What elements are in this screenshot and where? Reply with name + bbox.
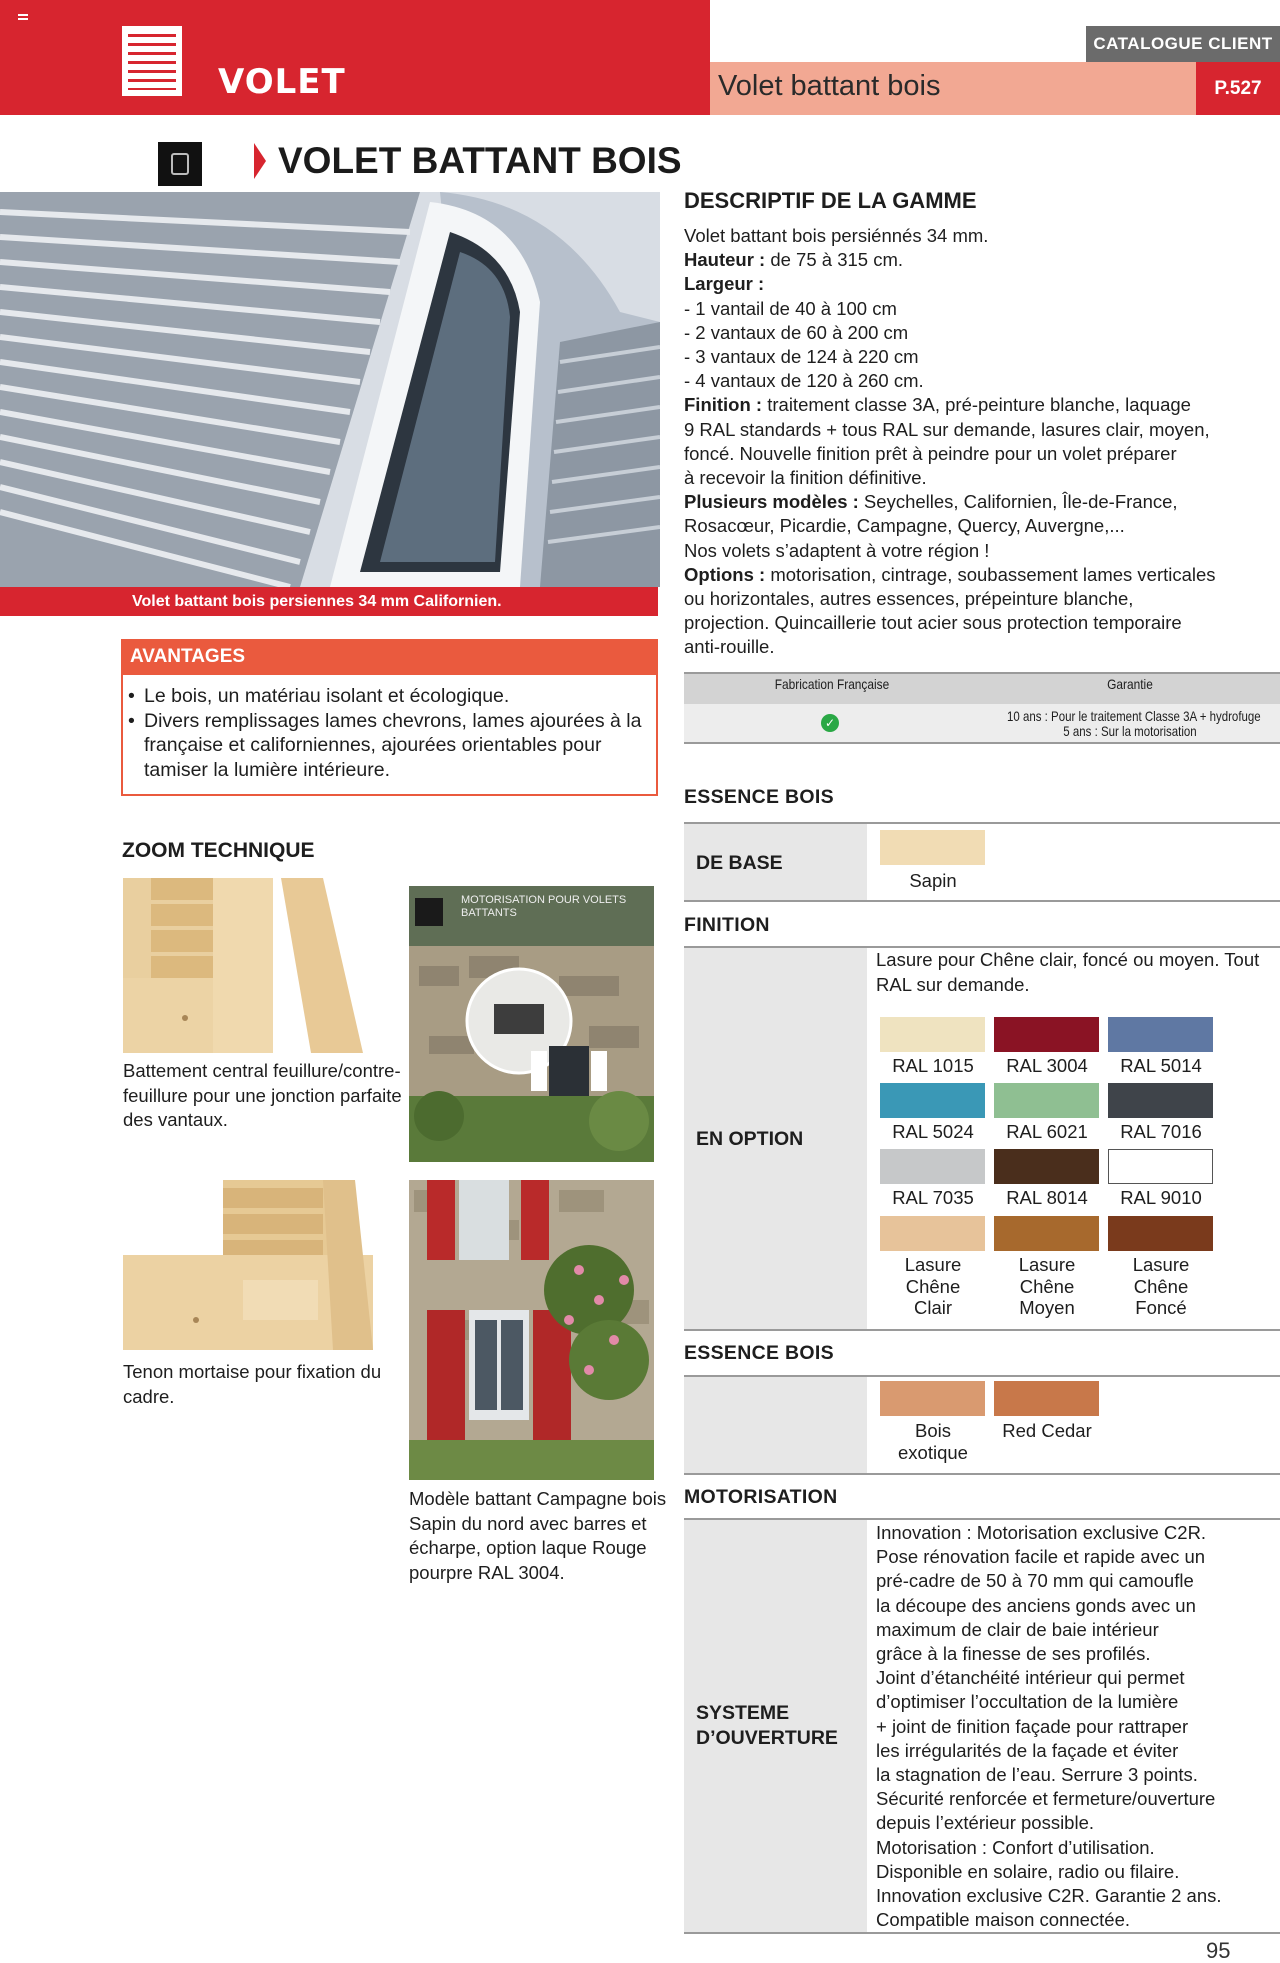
base-label: DE BASE: [696, 852, 783, 874]
finition-title: FINITION: [684, 914, 770, 936]
swatch-label: RAL 5024: [892, 1121, 974, 1142]
swatch-label: RAL 6021: [1006, 1121, 1088, 1142]
motorisation-line: Motorisation : Confort d’utilisation.: [876, 1836, 1155, 1858]
desc-line: - 4 vantaux de 120 à 260 cm.: [684, 370, 924, 392]
motorisation-line: d’optimiser l’occultation de la lumière: [876, 1691, 1179, 1713]
motorisation-line: grâce à la finesse de ses profilés.: [876, 1643, 1151, 1665]
brochure-image: [409, 886, 654, 1162]
desc-line: à recevoir la finition définitive.: [684, 467, 927, 489]
campagne-caption: Modèle battant Campagne bois Sapin du nord avec barres et écharpe, option laque Rouge pourpre RAL 3004.: [409, 1488, 667, 1583]
hauteur-label: Hauteur :: [684, 249, 766, 271]
motorisation-line: les irrégularités de la façade et éviter: [876, 1739, 1179, 1761]
sapin-swatch: [880, 830, 985, 865]
tenon-mortaise-image: [123, 1180, 373, 1350]
menu-icon[interactable]: [18, 14, 28, 22]
desc-line: Volet battant bois persiénnés 34 mm.: [684, 225, 989, 246]
desc-line: anti-rouille.: [684, 636, 775, 658]
swatch-label: RAL 3004: [1006, 1055, 1088, 1076]
product-title: VOLET BATTANT BOIS: [278, 140, 682, 181]
motorisation-line: maximum de clair de baie intérieur: [876, 1618, 1159, 1640]
zoom-caption-1: Battement central feuillure/contre-feuillure pour une jonction parfaite des vantaux.: [123, 1060, 402, 1130]
color-swatch: [1108, 1083, 1213, 1118]
divider: [684, 1473, 1280, 1475]
color-swatch: [1108, 1216, 1213, 1251]
wood-swatch: [994, 1381, 1099, 1416]
color-swatch: [1108, 1149, 1213, 1184]
product-photo: [0, 192, 660, 587]
brochure-title: MOTORISATION POUR VOLETS BATTANTS: [461, 894, 627, 919]
fabrication-header: Fabrication Française: [774, 676, 890, 692]
color-swatch: [994, 1017, 1099, 1052]
finition-value: traitement classe 3A, pré-peinture blanche, laquage: [762, 394, 1191, 416]
desc-line: Rosacœur, Picardie, Campagne, Quercy, Auvergne,...: [684, 515, 1125, 537]
motorisation-line: Pose rénovation facile et rapide avec un: [876, 1546, 1206, 1568]
motorisation-line: depuis l’extérieur possible.: [876, 1812, 1095, 1834]
desc-line: - 3 vantaux de 124 à 220 cm: [684, 346, 919, 368]
essence2-title: ESSENCE BOIS: [684, 1342, 834, 1364]
divider: [684, 900, 1280, 902]
desc-line: [684, 248, 1280, 272]
desc-line: projection. Quincaillerie tout acier sous protection temporaire: [684, 612, 1182, 634]
descriptif-body: [684, 224, 1280, 660]
swatch-label: RAL 5014: [1120, 1055, 1202, 1076]
desc-line: [684, 563, 1280, 587]
color-swatch: [880, 1083, 985, 1118]
desc-line: [684, 490, 1280, 514]
motorisation-line: la stagnation de l’eau. Serrure 3 points.: [876, 1764, 1198, 1786]
swatch-label: RAL 9010: [1120, 1187, 1202, 1208]
avantages-title: AVANTAGES: [121, 639, 658, 675]
page-ref-badge: P.527: [1196, 62, 1280, 115]
shutter-photo-illustration: [0, 192, 660, 587]
desc-line: [684, 272, 1280, 296]
options-label: Options :: [684, 563, 766, 585]
motorisation-line: la découpe des anciens gonds avec un: [876, 1594, 1196, 1616]
header-banner: [0, 0, 710, 115]
divider: [684, 1329, 1280, 1331]
wood-swatch-label: Bois exotique: [898, 1420, 968, 1463]
section-title: VOLET: [218, 62, 346, 102]
color-swatch: [880, 1149, 985, 1184]
motorisation-line: + joint de finition façade pour rattraper: [876, 1715, 1189, 1737]
garantie-header: Garantie: [1107, 676, 1153, 692]
descriptif-title: DESCRIPTIF DE LA GAMME: [684, 188, 977, 213]
zoom-title: ZOOM TECHNIQUE: [122, 839, 315, 862]
color-swatch: [994, 1149, 1099, 1184]
chevron-right-icon: [254, 143, 266, 179]
color-swatch: [1108, 1017, 1213, 1052]
garantie-line-2: 5 ans : Sur la motorisation: [1063, 723, 1197, 739]
motorisation-line: Compatible maison connectée.: [876, 1909, 1131, 1931]
wood-swatch: [880, 1381, 985, 1416]
finition-label: Finition :: [684, 394, 763, 416]
desc-line: - 2 vantaux de 60 à 200 cm: [684, 321, 909, 343]
desc-line: foncé. Nouvelle finition prêt à peindre pour un volet préparer: [684, 442, 1177, 464]
finition-text: Lasure pour Chêne clair, foncé ou moyen. Tout RAL sur demande.: [876, 949, 1260, 995]
wood-swatch-label: Red Cedar: [1002, 1420, 1092, 1441]
avantages-list: [124, 684, 654, 782]
swatch-label: Lasure Chêne Clair: [904, 1254, 962, 1318]
swatch-label: Lasure Chêne Foncé: [1132, 1254, 1190, 1318]
motorisation-line: Innovation exclusive C2R. Garantie 2 ans.: [876, 1885, 1222, 1907]
motorisation-line: Joint d’étanchéité intérieur qui permet: [876, 1667, 1185, 1689]
brand-logo-icon: [158, 142, 202, 186]
sapin-label: Sapin: [909, 870, 957, 891]
color-swatch: [994, 1083, 1099, 1118]
desc-line: Nos volets s’adaptent à votre région !: [684, 539, 990, 561]
systeme-label: SYSTEME D’OUVERTURE: [696, 1702, 838, 1749]
swatch-label: RAL 7016: [1120, 1121, 1202, 1142]
swatch-label: RAL 1015: [892, 1055, 974, 1076]
zoom-caption-2: Tenon mortaise pour fixation du cadre.: [123, 1361, 382, 1407]
color-swatch: [880, 1017, 985, 1052]
swatch-label: Lasure Chêne Moyen: [1018, 1254, 1076, 1318]
section-subtitle: Volet battant bois: [718, 70, 941, 102]
motorisation-text: [876, 1521, 1280, 1932]
list-item: • Le bois, un matériau isolant et écologique.: [124, 684, 654, 709]
catalogue-badge: CATALOGUE CLIENT: [1086, 26, 1280, 62]
shutter-icon: [122, 26, 182, 96]
swatch-label: RAL 7035: [892, 1187, 974, 1208]
check-icon: ✓: [821, 714, 839, 732]
color-swatch: [994, 1216, 1099, 1251]
garantie-line-1: 10 ans : Pour le traitement Classe 3A + hydrofuge: [1007, 708, 1261, 724]
hauteur-value: de 75 à 315 cm.: [765, 249, 904, 271]
desc-line: - 1 vantail de 40 à 100 cm: [684, 297, 897, 319]
desc-line: [684, 393, 1280, 417]
color-swatch: [880, 1216, 985, 1251]
motorisation-line: Innovation : Motorisation exclusive C2R.: [876, 1522, 1207, 1543]
largeur-label: Largeur :: [684, 273, 765, 295]
options-value: motorisation, cintrage, soubassement lames verticales: [765, 563, 1216, 585]
campagne-photo: [409, 1180, 654, 1480]
divider: [684, 1932, 1280, 1934]
list-item: • Divers remplissages lames chevrons, lames ajourées à la française et californiennes, ajourées orientables pour tamiser la lumière intérieure.: [124, 709, 654, 783]
motorisation-line: Disponible en solaire, radio ou filaire.: [876, 1860, 1180, 1882]
desc-line: 9 RAL standards + tous RAL sur demande, lasures clair, moyen,: [684, 418, 1210, 440]
modeles-label: Plusieurs modèles :: [684, 491, 859, 513]
essence-title: ESSENCE BOIS: [684, 786, 834, 808]
page-number: 95: [1206, 1938, 1231, 1963]
essence2-label-cell: [684, 1377, 867, 1473]
motorisation-title: MOTORISATION: [684, 1486, 838, 1508]
desc-line: ou horizontales, autres essences, prépeinture blanche,: [684, 588, 1134, 610]
motorisation-line: Sécurité renforcée et fermeture/ouverture: [876, 1788, 1216, 1810]
option-label: EN OPTION: [696, 1128, 804, 1150]
photo-caption: Volet battant bois persiennes 34 mm Californien.: [0, 587, 658, 616]
swatch-label: RAL 8014: [1006, 1187, 1088, 1208]
modeles-value: Seychelles, Californien, Île-de-France,: [858, 491, 1178, 513]
motorisation-line: pré-cadre de 50 à 70 mm qui camoufle: [876, 1570, 1194, 1592]
wood-joint-image: [123, 878, 373, 1053]
